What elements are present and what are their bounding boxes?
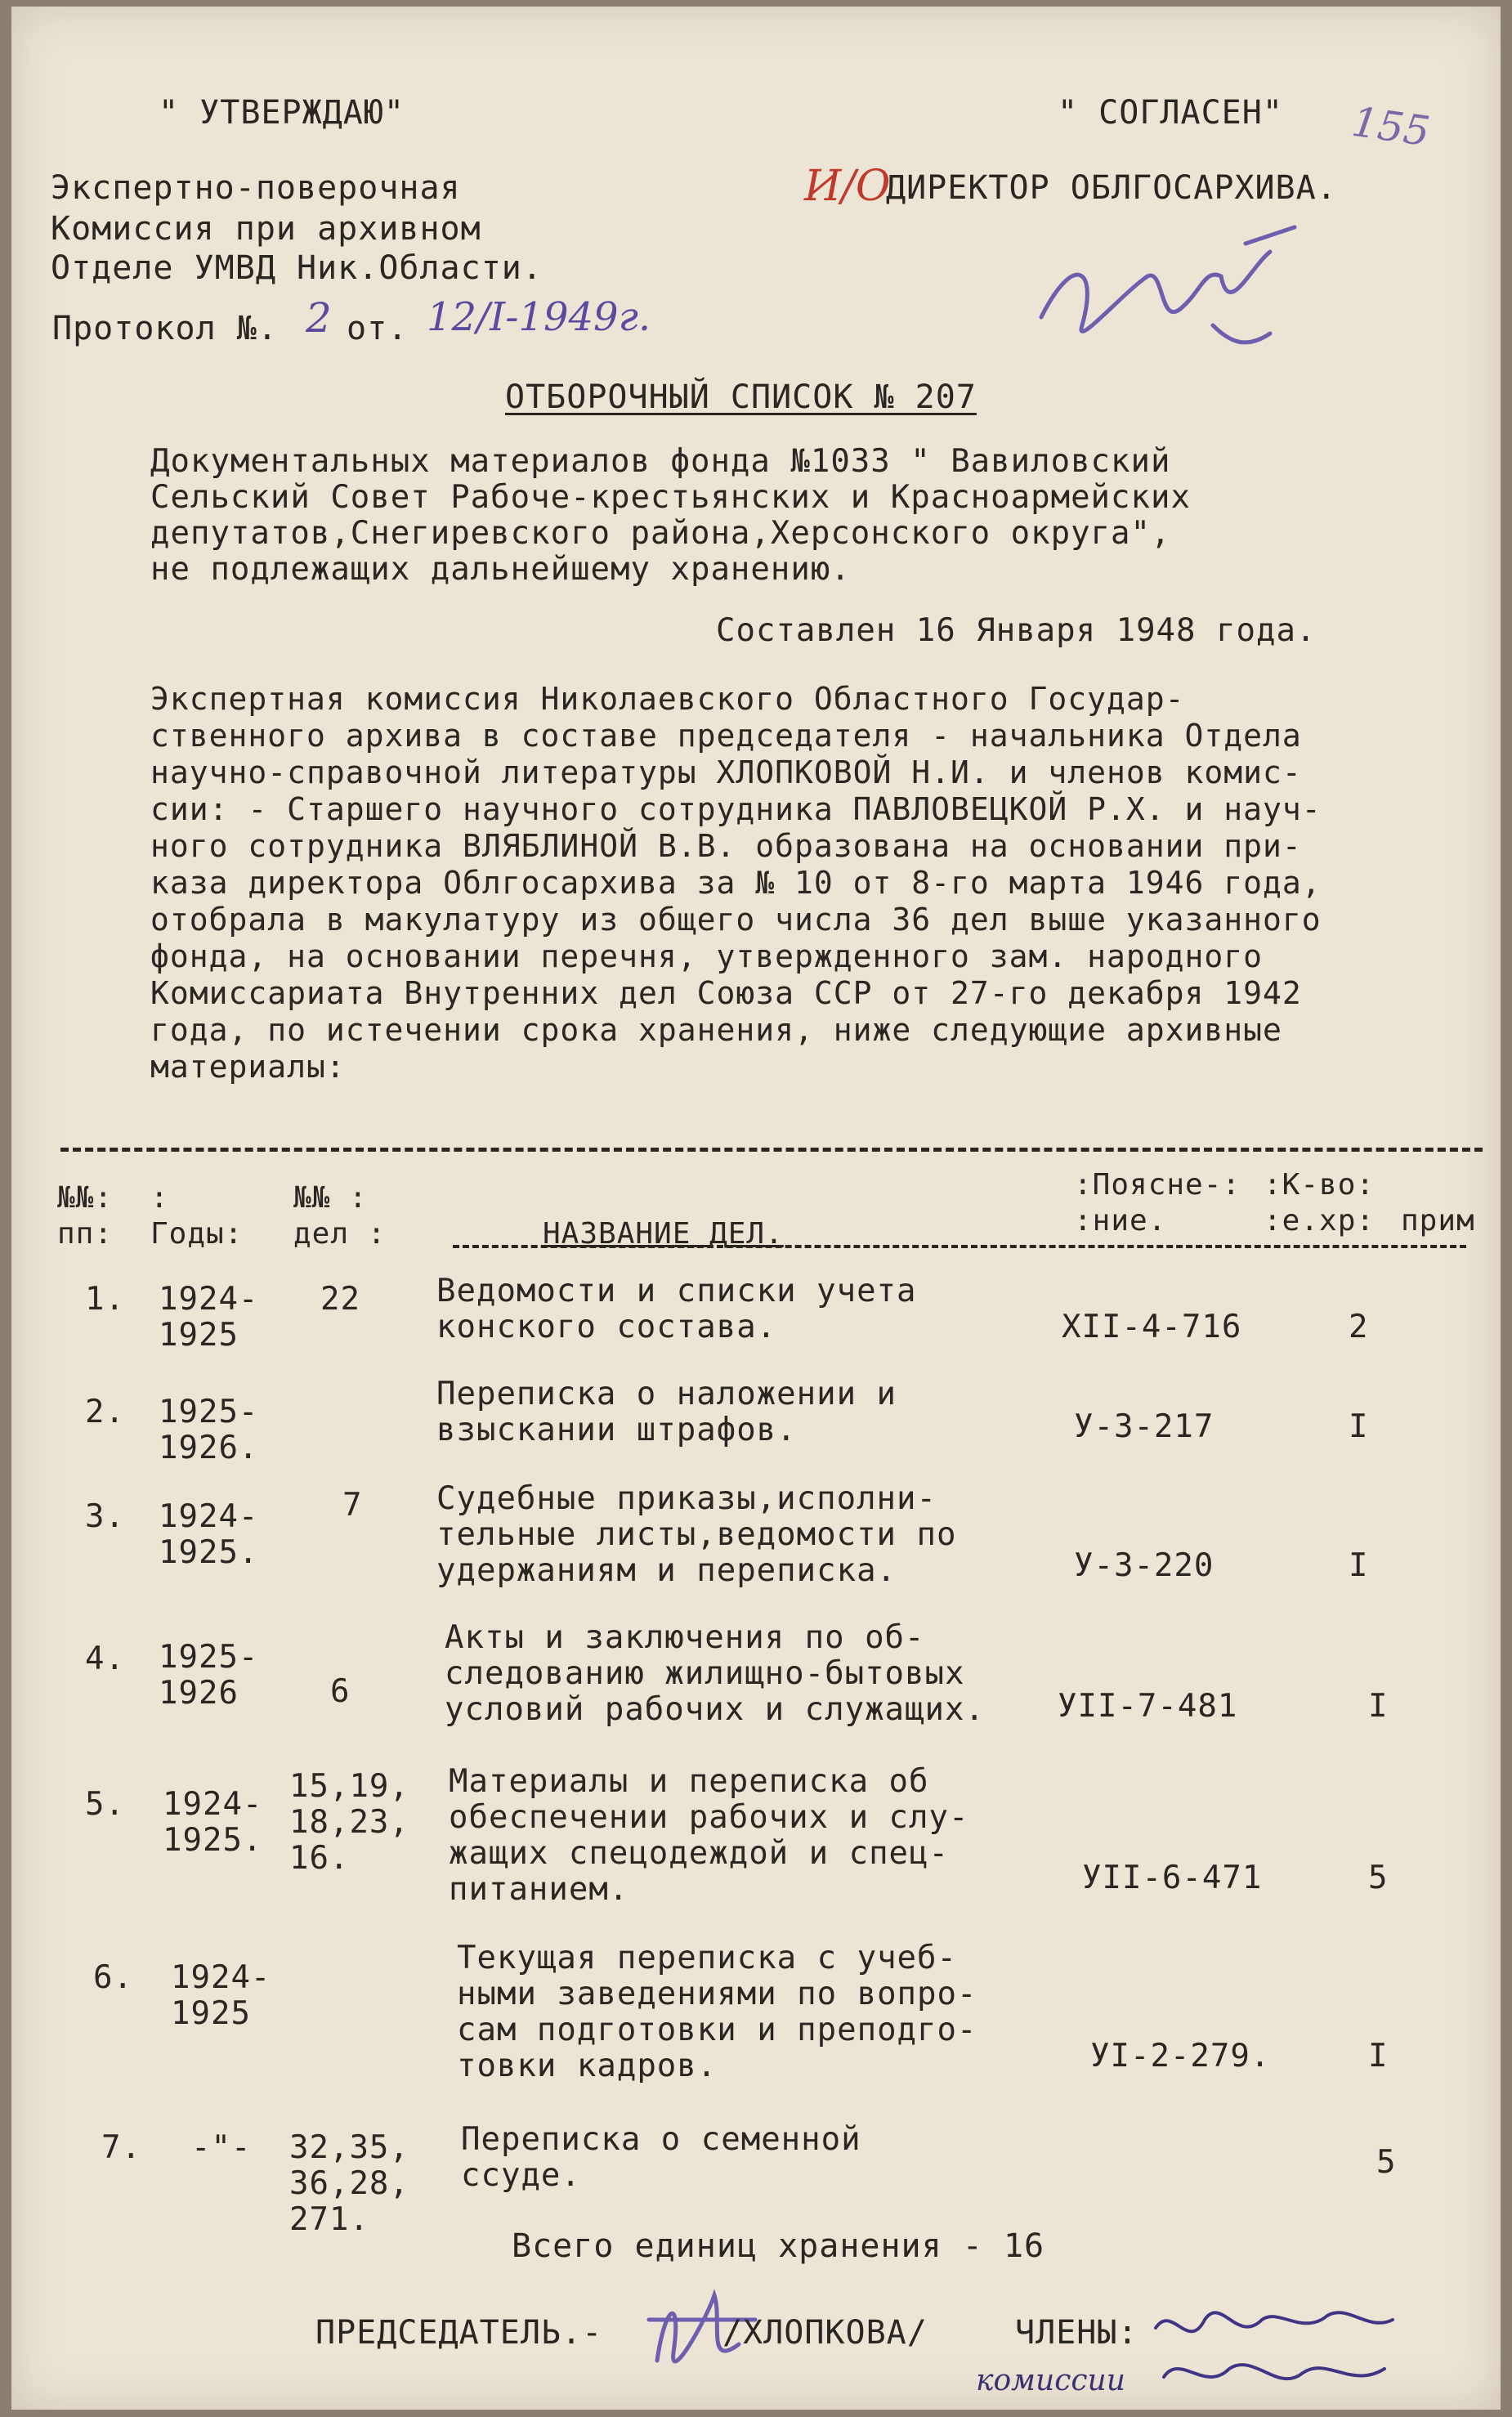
document-sheet [11,7,1501,2410]
protocol-date-label: от. [347,310,409,347]
agree-title: " СОГЛАСЕН" [1058,94,1283,132]
document-subject: Документальных материалов фонда №1033 " Вавиловский Сельский Совет Рабоче-крестьянских и Красноармейских депутатов,Снегиревского района,Херсонского округа", не подлежащих дальнейшему хранению. [150,443,1191,588]
document-body: Экспертная комиссия Николаевского Областного Государ- ственного архива в составе председателя - начальника Отдела научно-справочной литературы ХЛОПКОВОЙ Н.И. и членов комис- сии: - Старшего научного сотрудника ПАВЛОВЕЦКОЙ Р.Х. и науч- ного сотрудника ВЛЯБЛИНОЙ В.В. образована на основании при- каза директора Облгосархива за № 10 от 8-го марта 1946 года, отобрала в макулатуру из общего числа 36 дел выше указанного фонда, на основании перечня, утвержденного зам. народного Комиссариата Внутренних дел Союза ССР от 27-го декабря 1942 года, по истечении срока хранения, ниже следующие архивные материалы: [150,681,1322,1085]
row-title: Переписка о наложении и взыскании штрафов. [436,1376,897,1448]
total-units: Всего единиц хранения - 16 [512,2227,1045,2265]
document-title: ОТБОРОЧНЫЙ СПИСОК № 207 [505,378,977,416]
row-cases: 6 [330,1673,351,1710]
chairman-label: ПРЕДСЕДАТЕЛЬ.- [315,2314,603,2352]
row-years: 1925- 1926 [159,1639,259,1712]
approve-title: " УТВЕРЖДАЮ" [159,94,405,132]
header-name: НАЗВАНИЕ ДЕЛ. [543,1217,784,1251]
header-remark: прим [1401,1204,1475,1238]
row-years: 1924- 1925 [171,1959,271,2032]
protocol-label: Протокол №. [52,310,278,347]
row-note: УI-2-279. [1090,2038,1271,2075]
row-number: 6. [93,1959,133,1996]
protocol-date: 12/I-1949г. [427,294,651,340]
row-number: 7. [101,2129,141,2166]
approve-org-line2: Комиссия при архивном [51,210,481,248]
row-cases: 22 [320,1281,360,1318]
row-number: 5. [85,1786,125,1823]
io-note: И/О [804,162,891,211]
row-note: У-3-220 [1074,1547,1215,1584]
row-note: УII-7-481 [1058,1688,1238,1725]
header-note: :Поясне-: :ние. [1074,1168,1241,1238]
row-note: XII-4-716 [1062,1309,1242,1345]
header-years: : Годы: [150,1181,244,1251]
row-title: Ведомости и списки учета конского состава. [436,1273,917,1345]
row-cases: 32,35, 36,28, 271. [289,2129,409,2238]
director-signature [1025,219,1319,366]
row-units: I [1349,1408,1369,1445]
row-units: 5 [1376,2144,1397,2181]
row-number: 1. [85,1281,125,1318]
header-underline [453,1245,1466,1248]
row-years: 1924- 1925 [159,1281,259,1354]
header-units: :К-во: :е.хр: [1264,1168,1376,1238]
header-number: №№: пп: [57,1181,114,1251]
chairman-name: /ХЛОПКОВА/ [722,2314,928,2352]
row-title: Текущая переписка с учеб- ными заведениями по вопро- сам подготовки и преподго- товки кадров. [457,1940,977,2084]
members-sublabel: комиссии [976,2364,1125,2397]
row-cases: 7 [342,1487,363,1524]
approve-org-line3: Отделе УМВД Ник.Области. [51,249,543,287]
compiled-date: Составлен 16 Января 1948 года. [716,612,1317,649]
row-years: 1924- 1925. [159,1498,259,1571]
row-title: Материалы и переписка об обеспечении рабочих и слу- жащих спецодеждой и спец- питанием. [449,1763,969,1908]
row-years: 1925- 1926. [159,1394,259,1466]
row-title: Переписка о семенной ссуде. [461,2121,861,2194]
approve-org-line1: Экспертно-поверочная [51,169,461,207]
director-position: ДИРЕКТОР ОБЛГОСАРХИВА. [886,169,1337,207]
row-title: Акты и заключения по об- следованию жилищно-бытовых условий рабочих и служащих. [445,1619,985,1728]
row-years: -"- [191,2129,252,2166]
page-number: 155 [1349,97,1434,156]
row-years: 1924- 1925. [163,1786,263,1859]
protocol-number: 2 [306,294,332,342]
row-units: I [1349,1547,1369,1584]
row-number: 3. [85,1498,125,1535]
row-units: 5 [1368,1860,1389,1896]
members-signatures [1147,2287,1409,2410]
row-number: 2. [85,1394,125,1430]
row-cases: 15,19, 18,23, 16. [289,1768,409,1877]
row-units: 2 [1349,1309,1369,1345]
row-note: У-3-217 [1074,1408,1215,1445]
row-number: 4. [85,1640,125,1677]
row-note: УII-6-471 [1082,1860,1263,1896]
row-units: I [1368,1688,1389,1725]
table-separator [60,1148,1483,1152]
header-cases: №№ : дел : [293,1181,387,1251]
row-units: I [1368,2038,1389,2075]
row-title: Судебные приказы,исполни- тельные листы,ведомости по удержаниям и переписка. [436,1480,957,1589]
members-label: ЧЛЕНЫ: [1015,2314,1138,2352]
